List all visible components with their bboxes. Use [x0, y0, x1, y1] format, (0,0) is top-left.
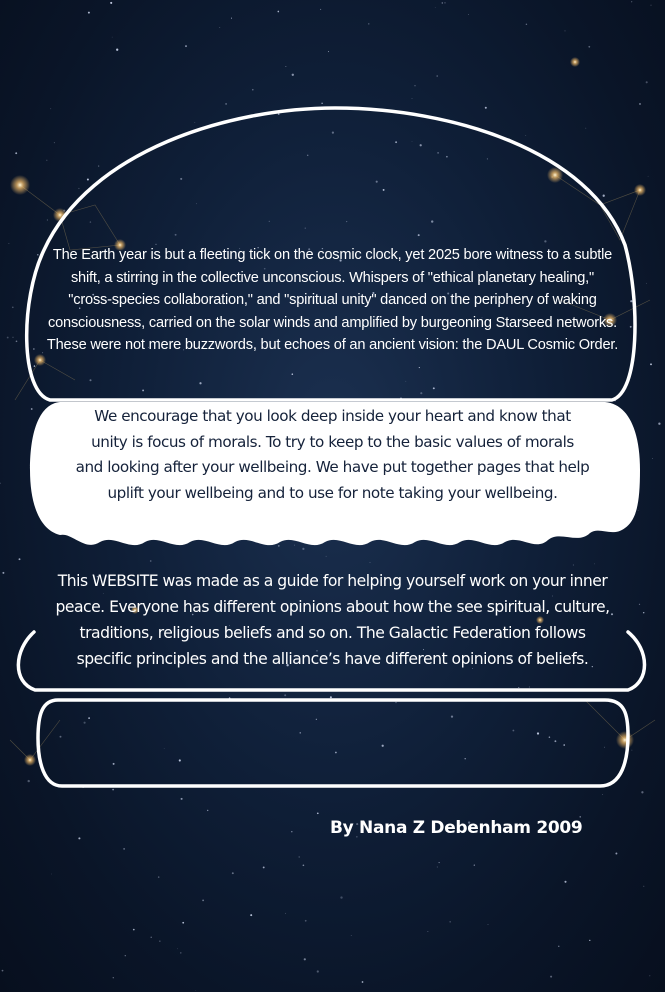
cheese-layer-text: We encourage that you look deep inside your heart and know that unity is focus of morals. To try to keep to the basic values of morals and looking after your wellbeing. We have put together pages that help uplift your wellbeing and to use for note taking your wellbeing.: [75, 407, 590, 502]
top-bun-text: The Earth year is but a fleeting tick on the cosmic clock, yet 2025 bore witness to a subtle shift, a stirring in the collective unconscious. Whispers of "ethical planetary healing," "cross-species collaboration," and "spiritual unity" danced on the periphery of waking consciousness, carried on the solar winds and amplified by burgeoning Starseed networks. These were not mere buzzwords, but echoes of an ancient vision: the DAUL Cosmic Order.: [46, 247, 619, 353]
bottom-bun-outline: [38, 700, 628, 786]
patty-layer-text: This WEBSITE was made as a guide for helping yourself work on your inner peace. Everyone has different opinions about how the see spiritual, culture, traditions, religious beliefs and so on. The Galactic Federation follows specific principles and the alliance’s have different opinions of beliefs.: [55, 572, 610, 668]
author-credit: By Nana Z Debenham 2009: [330, 818, 583, 838]
